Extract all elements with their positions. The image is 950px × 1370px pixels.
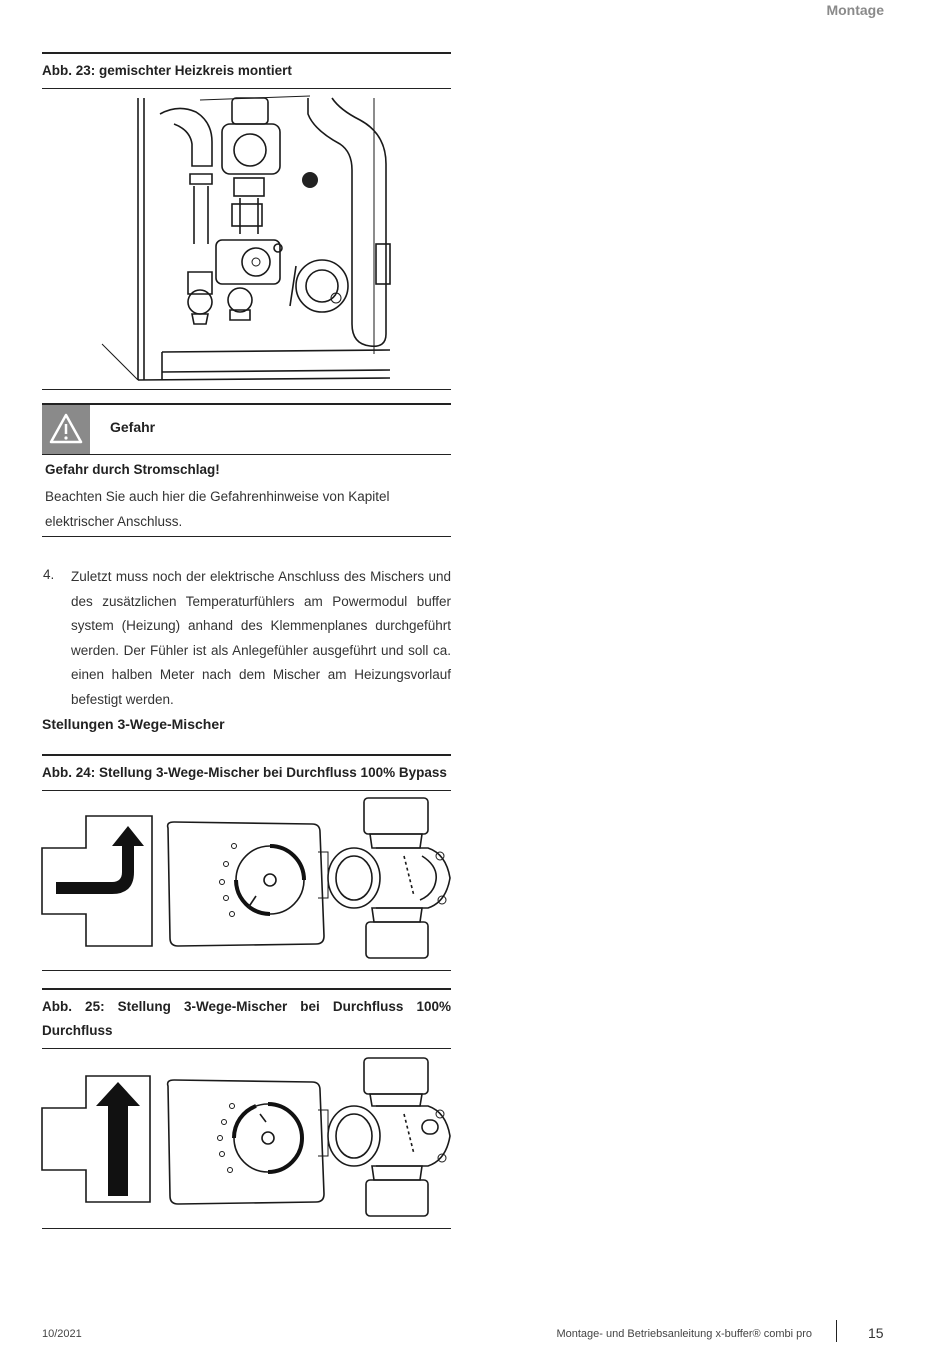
warning-label: Gefahr	[110, 419, 156, 435]
figure-25-title: Abb. 25: Stellung 3-Wege-Mischer bei Durchfluss 100% Durchfluss	[42, 988, 451, 1049]
footer-date: 10/2021	[42, 1328, 82, 1340]
step-number: 4.	[43, 567, 55, 582]
figure-24-illustration	[42, 796, 457, 966]
section-header: Montage	[826, 2, 884, 18]
footer-doc-title: Montage- und Betriebsanleitung x-buffer® combi pro	[556, 1328, 812, 1340]
subheading: Stellungen 3-Wege-Mischer	[42, 716, 225, 732]
step-text: Zuletzt muss noch der elektrische Anschluss des Mischers und des zusätzlichen Temperaturfühlers am Powermodul buffer system (Heizung) anhand des Klemmenplanes durchgeführt werden. Der Fühler ist als Anlegefühler ausgeführt und soll ca. einen halben Meter nach dem Mischer am Heizungsvorlauf befestigt werden.	[71, 569, 451, 707]
figure-23-title: Abb. 23: gemischter Heizkreis montiert	[42, 52, 451, 89]
warning-icon-background	[42, 405, 90, 454]
figure-24-title: Abb. 24: Stellung 3-Wege-Mischer bei Durchfluss 100% Bypass	[42, 754, 451, 791]
figure-23-illustration	[100, 94, 400, 384]
warning-triangle-icon	[49, 412, 83, 446]
warning-text: Beachten Sie auch hier die Gefahrenhinweise von Kapitel elektrischer Anschluss.	[45, 489, 390, 529]
warning-headline: Gefahr durch Stromschlag!	[45, 462, 220, 477]
figure-25-illustration	[42, 1056, 457, 1226]
page-number: 15	[868, 1325, 884, 1341]
footer-separator	[836, 1320, 837, 1342]
warning-box	[42, 403, 451, 455]
